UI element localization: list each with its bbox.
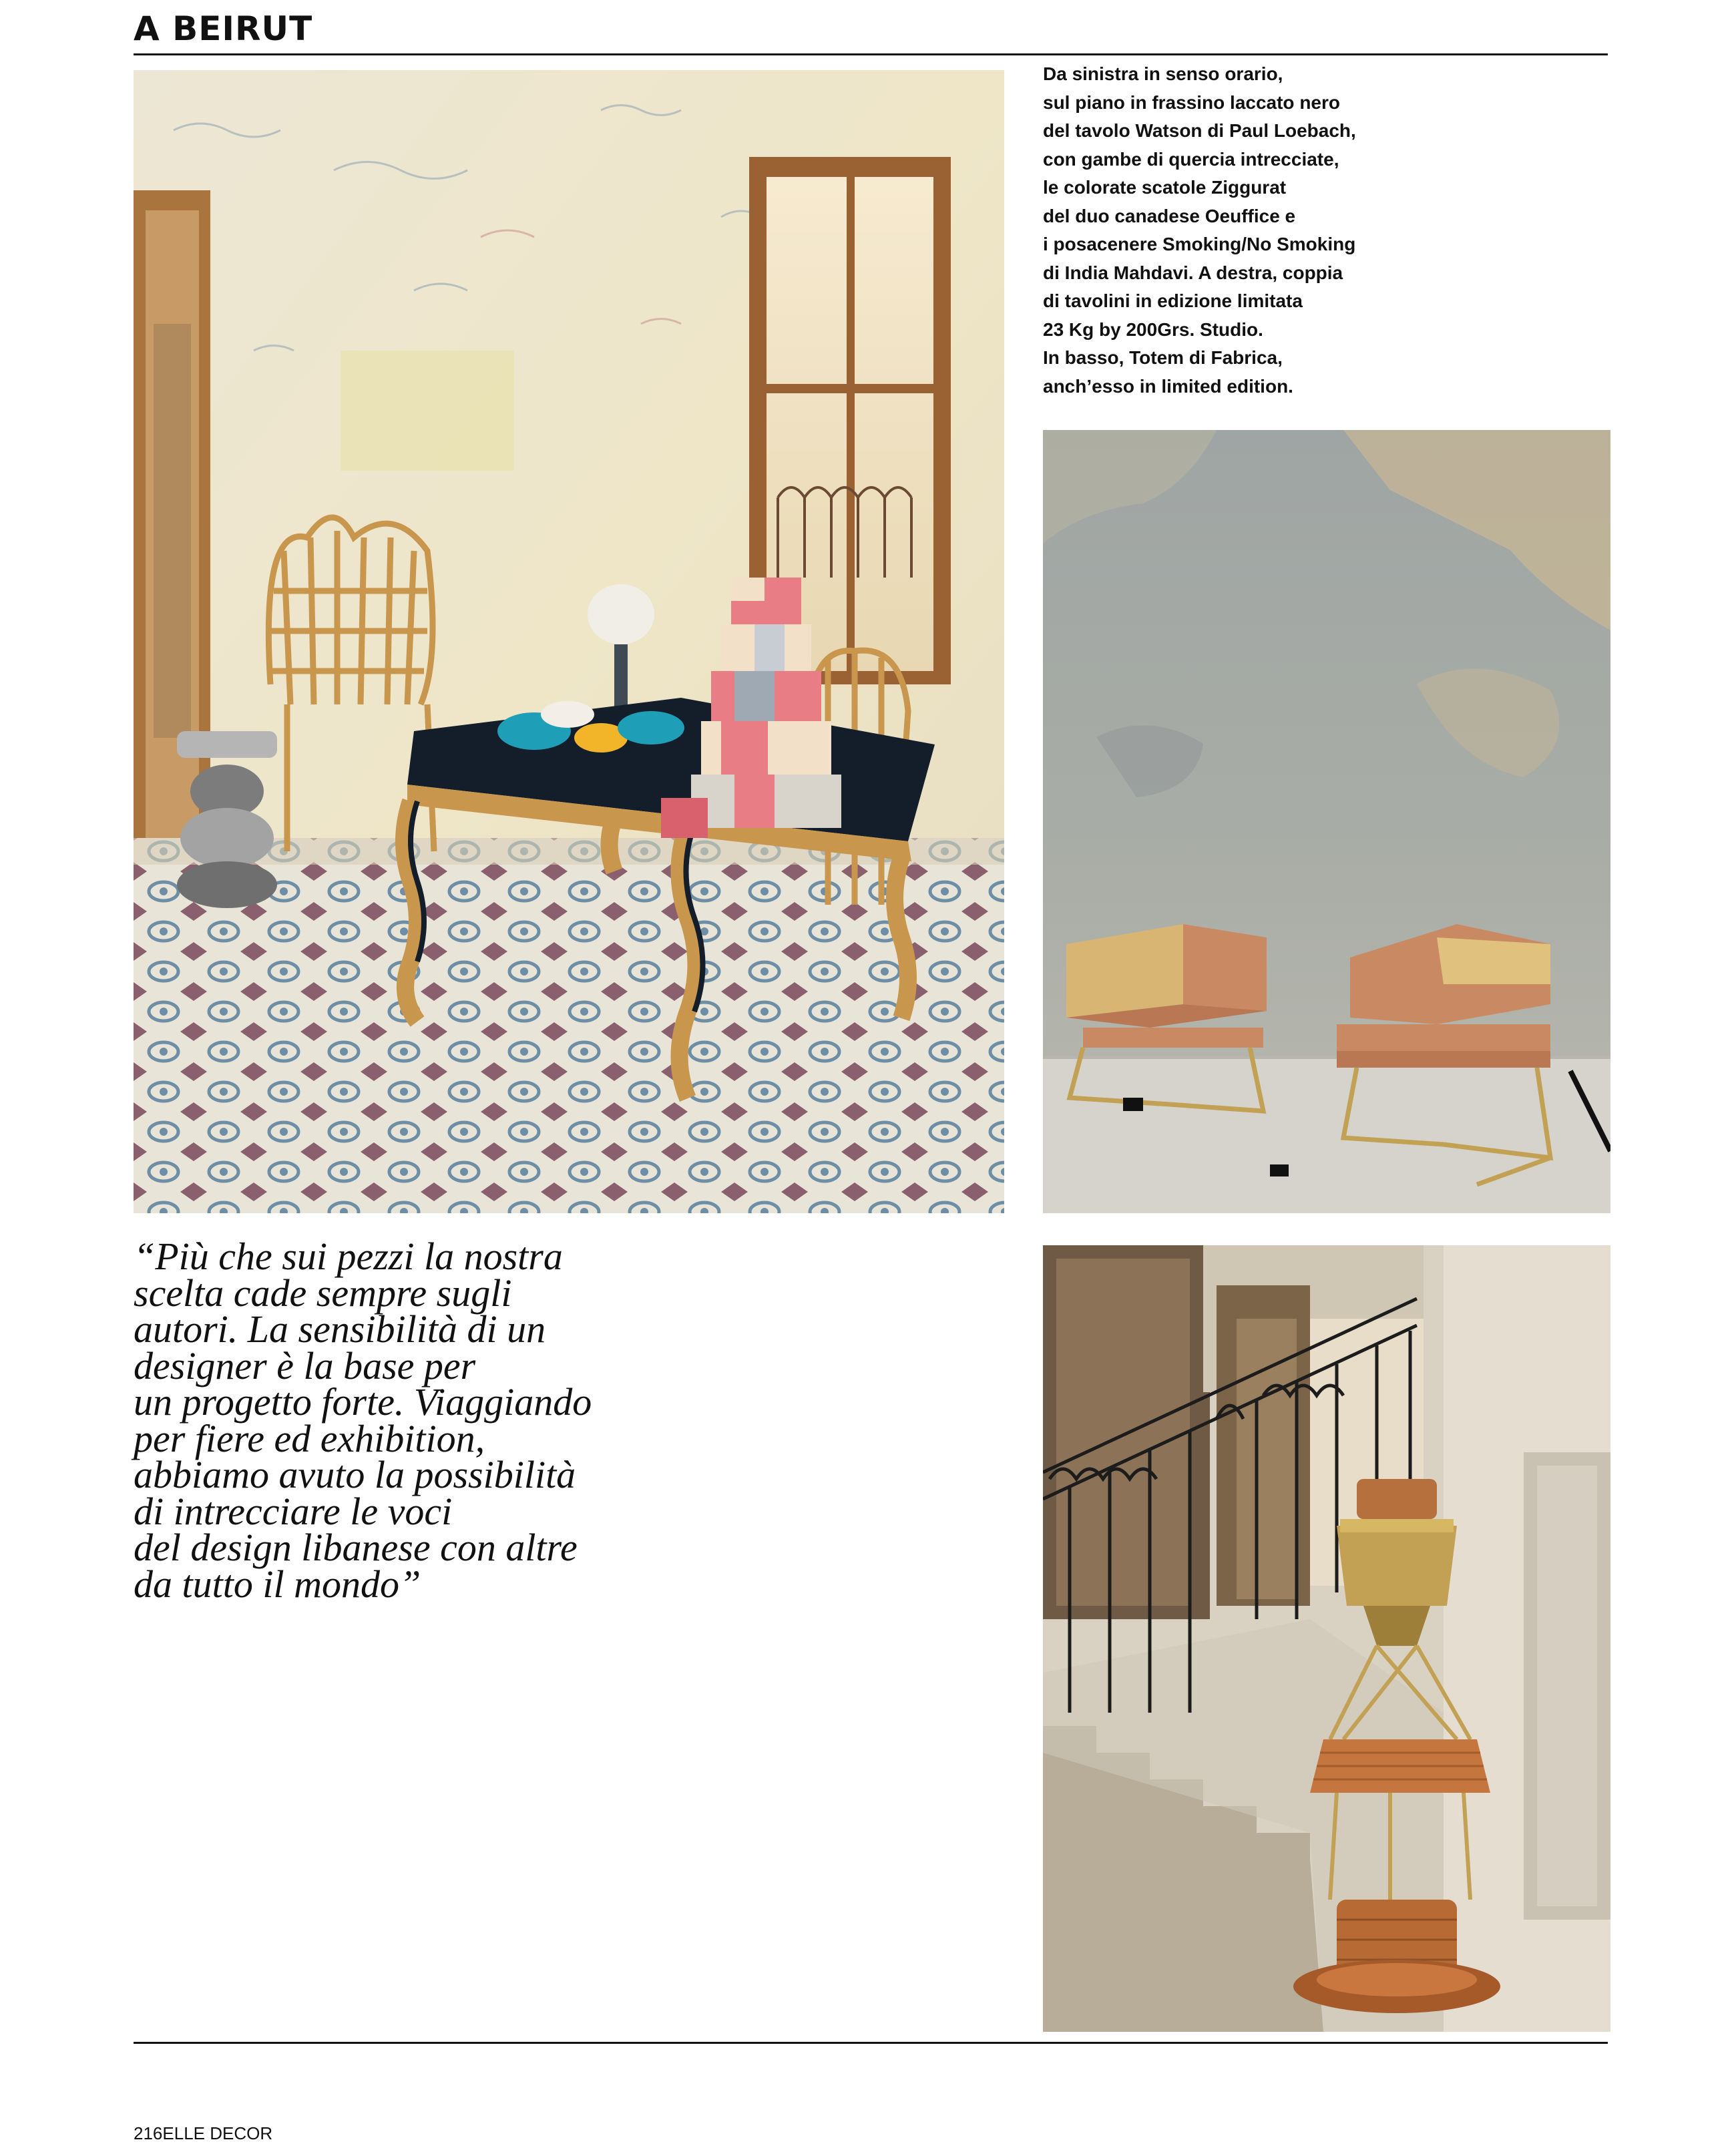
page-number: 216 <box>134 2123 163 2143</box>
caption-line: con gambe di quercia intrecciate, <box>1043 148 1339 170</box>
header-rule <box>134 53 1608 55</box>
caption-line: le colorate scatole Ziggurat <box>1043 177 1287 198</box>
side-tables-photo <box>1043 430 1610 1213</box>
caption-line: anch’esso in limited edition. <box>1043 375 1293 397</box>
section-title: A BEIRUT <box>134 9 313 48</box>
quote-line: scelta cade sempre sugli <box>134 1271 512 1315</box>
caption-line: del tavolo Watson di Paul Loebach, <box>1043 120 1356 141</box>
caption-line: di tavolini in edizione limitata <box>1043 290 1303 311</box>
caption-line: 23 Kg by 200Grs. Studio. <box>1043 318 1263 340</box>
caption-line: di India Mahdavi. A destra, coppia <box>1043 262 1343 283</box>
caption-line: del duo canadese Oeuffice e <box>1043 205 1296 226</box>
footer-rule <box>134 2042 1608 2044</box>
photo-caption <box>1043 60 1444 401</box>
magazine-name: ELLE DECOR <box>162 2123 273 2143</box>
quote-line: abbiamo avuto la possibilità <box>134 1453 576 1496</box>
quote-line: per fiere ed exhibition, <box>134 1416 485 1460</box>
page-folio <box>134 2123 272 2144</box>
main-interior-photo <box>134 70 1004 1213</box>
quote-line: “Più che sui pezzi la nostra <box>134 1235 563 1278</box>
quote-line: autori. La sensibilità di un <box>134 1307 546 1351</box>
quote-line: del design libanese con altre <box>134 1526 578 1569</box>
caption-line: i posacenere Smoking/No Smoking <box>1043 234 1356 254</box>
pull-quote <box>134 1235 868 1606</box>
quote-line: un progetto forte. Viaggiando <box>134 1380 592 1424</box>
caption-line: sul piano in frassino laccato nero <box>1043 91 1340 113</box>
quote-line: designer è la base per <box>134 1343 476 1387</box>
totem-photo <box>1043 1245 1610 2032</box>
caption-line: In basso, Totem di Fabrica, <box>1043 347 1283 368</box>
quote-line: da tutto il mondo” <box>134 1562 421 1606</box>
caption-line: Da sinistra in senso orario, <box>1043 63 1283 84</box>
quote-line: di intrecciare le voci <box>134 1489 453 1533</box>
